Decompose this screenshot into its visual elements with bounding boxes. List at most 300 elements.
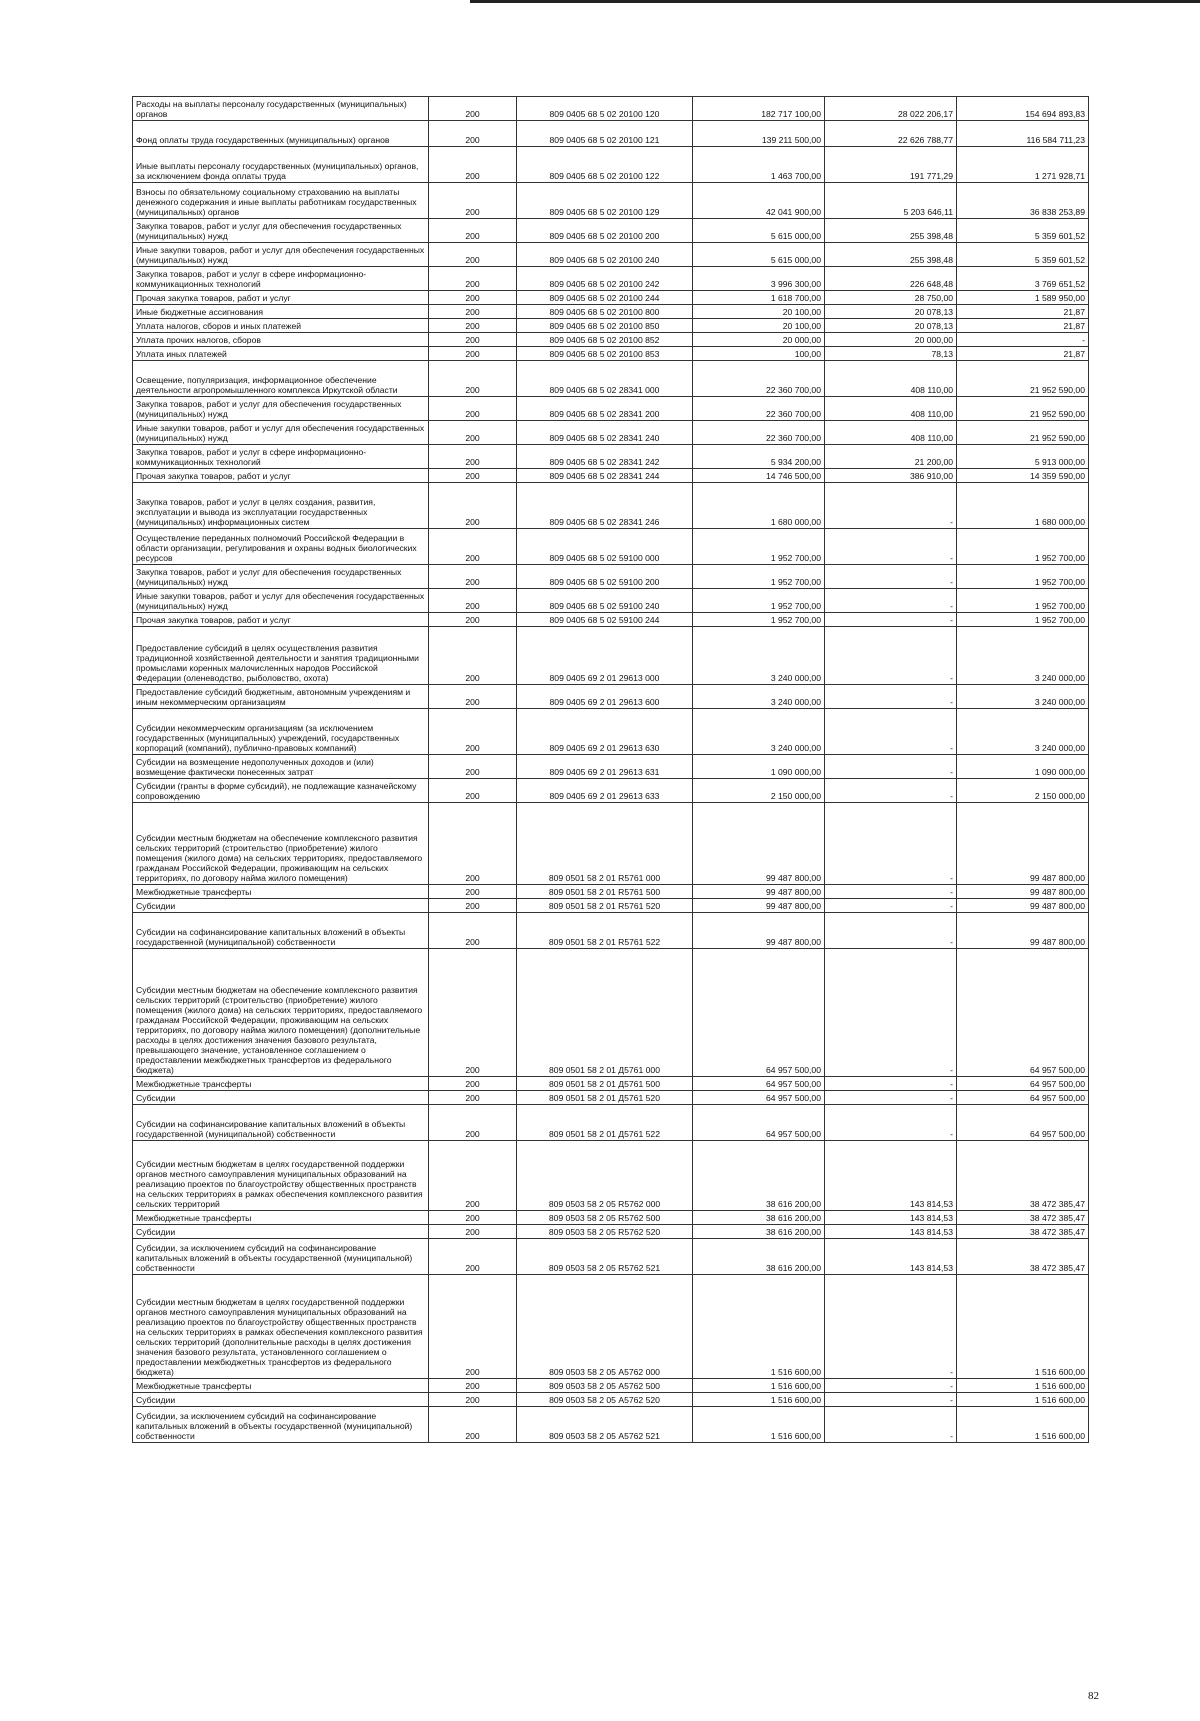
row-approved-cell: 1 618 700,00	[693, 291, 825, 305]
table-row	[133, 709, 1089, 755]
row-approved-cell: 1 463 700,00	[693, 147, 825, 183]
row-kbk-cell: 809 0501 58 2 01 Д5761 520	[517, 1091, 693, 1105]
row-remaining-cell: 38 472 385,47	[957, 1141, 1089, 1211]
row-name-cell: Закупка товаров, работ и услуг для обеспечения государственных (муниципальных) нужд	[133, 397, 429, 421]
row-remaining-cell: 99 487 800,00	[957, 803, 1089, 885]
row-code-cell: 200	[429, 483, 517, 529]
row-name-cell: Прочая закупка товаров, работ и услуг	[133, 291, 429, 305]
table-row	[133, 347, 1089, 361]
row-remaining-cell: 1 952 700,00	[957, 589, 1089, 613]
row-name-cell: Закупка товаров, работ и услуг в целях создания, развития, эксплуатации и вывода из эксплуатации государственных (муниципальных) информационных систем	[133, 483, 429, 529]
row-remaining-cell: 14 359 590,00	[957, 469, 1089, 483]
row-remaining-cell: 21,87	[957, 347, 1089, 361]
row-code-cell: 200	[429, 361, 517, 397]
row-executed-cell: 143 814,53	[825, 1225, 957, 1239]
row-approved-cell: 64 957 500,00	[693, 1077, 825, 1091]
table-row	[133, 1077, 1089, 1091]
row-kbk-cell: 809 0501 58 2 01 Д5761 500	[517, 1077, 693, 1091]
row-name-cell: Межбюджетные трансферты	[133, 885, 429, 899]
row-executed-cell: 386 910,00	[825, 469, 957, 483]
row-approved-cell: 20 000,00	[693, 333, 825, 347]
row-approved-cell: 3 240 000,00	[693, 627, 825, 685]
row-name-cell: Предоставление субсидий бюджетным, автономным учреждениям и иным некоммерческим организациям	[133, 685, 429, 709]
table-row	[133, 1275, 1089, 1379]
row-kbk-cell: 809 0501 58 2 01 Д5761 522	[517, 1105, 693, 1141]
row-code-cell: 200	[429, 1275, 517, 1379]
row-remaining-cell: 3 240 000,00	[957, 709, 1089, 755]
row-code-cell: 200	[429, 319, 517, 333]
row-remaining-cell: 1 516 600,00	[957, 1407, 1089, 1443]
row-code-cell: 200	[429, 121, 517, 147]
row-kbk-cell: 809 0501 58 2 01 R5761 522	[517, 913, 693, 949]
row-name-cell: Закупка товаров, работ и услуг в сфере информационно-коммуникационных технологий	[133, 445, 429, 469]
table-row	[133, 1393, 1089, 1407]
row-code-cell: 200	[429, 1077, 517, 1091]
row-remaining-cell: 21 952 590,00	[957, 397, 1089, 421]
row-name-cell: Фонд оплаты труда государственных (муниципальных) органов	[133, 121, 429, 147]
table-row	[133, 243, 1089, 267]
row-name-cell: Закупка товаров, работ и услуг для обеспечения государственных (муниципальных) нужд	[133, 565, 429, 589]
row-code-cell: 200	[429, 397, 517, 421]
row-approved-cell: 1 952 700,00	[693, 565, 825, 589]
row-kbk-cell: 809 0405 68 5 02 20100 121	[517, 121, 693, 147]
row-remaining-cell: 38 472 385,47	[957, 1225, 1089, 1239]
row-name-cell: Межбюджетные трансферты	[133, 1077, 429, 1091]
row-executed-cell: 143 814,53	[825, 1239, 957, 1275]
row-remaining-cell: 1 090 000,00	[957, 755, 1089, 779]
table-row	[133, 361, 1089, 397]
table-row	[133, 397, 1089, 421]
row-executed-cell: -	[825, 1091, 957, 1105]
row-code-cell: 200	[429, 1225, 517, 1239]
row-remaining-cell: 3 240 000,00	[957, 685, 1089, 709]
row-kbk-cell: 809 0503 58 2 05 R5762 000	[517, 1141, 693, 1211]
table-row	[133, 483, 1089, 529]
row-approved-cell: 22 360 700,00	[693, 421, 825, 445]
row-name-cell: Субсидии	[133, 1225, 429, 1239]
row-kbk-cell: 809 0405 68 5 02 20100 122	[517, 147, 693, 183]
row-name-cell: Субсидии (гранты в форме субсидий), не подлежащие казначейскому сопровождению	[133, 779, 429, 803]
row-kbk-cell: 809 0405 68 5 02 28341 242	[517, 445, 693, 469]
row-remaining-cell: 38 472 385,47	[957, 1211, 1089, 1225]
row-name-cell: Иные бюджетные ассигнования	[133, 305, 429, 319]
row-name-cell: Субсидии	[133, 1091, 429, 1105]
row-executed-cell: -	[825, 529, 957, 565]
row-name-cell: Субсидии, за исключением субсидий на софинансирование капитальных вложений в объекты государственной (муниципальной) собственности	[133, 1239, 429, 1275]
table-row	[133, 627, 1089, 685]
row-kbk-cell: 809 0405 68 5 02 59100 244	[517, 613, 693, 627]
row-approved-cell: 99 487 800,00	[693, 913, 825, 949]
row-executed-cell: -	[825, 899, 957, 913]
row-kbk-cell: 809 0405 68 5 02 20100 120	[517, 97, 693, 121]
row-executed-cell: -	[825, 949, 957, 1077]
row-executed-cell: -	[825, 1393, 957, 1407]
row-name-cell: Взносы по обязательному социальному страхованию на выплаты денежного содержания и иные выплаты работникам государственных (муниципальных) органов	[133, 183, 429, 219]
row-code-cell: 200	[429, 779, 517, 803]
row-kbk-cell: 809 0405 68 5 02 28341 000	[517, 361, 693, 397]
row-remaining-cell: 2 150 000,00	[957, 779, 1089, 803]
table-row	[133, 899, 1089, 913]
table-row	[133, 147, 1089, 183]
row-executed-cell: 28 750,00	[825, 291, 957, 305]
row-code-cell: 200	[429, 1393, 517, 1407]
row-code-cell: 200	[429, 613, 517, 627]
row-executed-cell: -	[825, 627, 957, 685]
table-row	[133, 445, 1089, 469]
row-name-cell: Уплата налогов, сборов и иных платежей	[133, 319, 429, 333]
table-row	[133, 333, 1089, 347]
row-approved-cell: 14 746 500,00	[693, 469, 825, 483]
page-number: 82	[1088, 1690, 1099, 1702]
row-executed-cell: -	[825, 565, 957, 589]
row-name-cell: Освещение, популяризация, информационное обеспечение деятельности агропромышленного комплекса Иркутской области	[133, 361, 429, 397]
row-approved-cell: 3 240 000,00	[693, 685, 825, 709]
table-row	[133, 1141, 1089, 1211]
row-name-cell: Иные закупки товаров, работ и услуг для обеспечения государственных (муниципальных) нужд	[133, 421, 429, 445]
row-name-cell: Субсидии на софинансирование капитальных вложений в объекты государственной (муниципальной) собственности	[133, 913, 429, 949]
row-approved-cell: 1 952 700,00	[693, 529, 825, 565]
row-name-cell: Межбюджетные трансферты	[133, 1379, 429, 1393]
row-remaining-cell: 1 516 600,00	[957, 1393, 1089, 1407]
row-remaining-cell: 21,87	[957, 319, 1089, 333]
row-executed-cell: 255 398,48	[825, 219, 957, 243]
row-kbk-cell: 809 0503 58 2 05 А5762 520	[517, 1393, 693, 1407]
row-approved-cell: 1 516 600,00	[693, 1275, 825, 1379]
row-kbk-cell: 809 0405 69 2 01 29613 630	[517, 709, 693, 755]
row-remaining-cell: 5 913 000,00	[957, 445, 1089, 469]
row-approved-cell: 1 680 000,00	[693, 483, 825, 529]
row-code-cell: 200	[429, 949, 517, 1077]
row-executed-cell: 20 078,13	[825, 305, 957, 319]
budget-table-body	[133, 97, 1089, 1443]
row-remaining-cell: 1 516 600,00	[957, 1275, 1089, 1379]
row-approved-cell: 99 487 800,00	[693, 899, 825, 913]
row-approved-cell: 38 616 200,00	[693, 1141, 825, 1211]
row-approved-cell: 5 934 200,00	[693, 445, 825, 469]
row-name-cell: Субсидии местным бюджетам в целях государственной поддержки органов местного самоуправления муниципальных образований на реализацию проектов по благоустройству общественных пространств на сельских территориях в рамках обеспечения комплексного развития сельских территорий (дополнительные расходы в целях достижения значения базового результата, установленного соглашением о предоставлении межбюджетных трансфертов из федерального бюджета)	[133, 1275, 429, 1379]
row-name-cell: Предоставление субсидий в целях осуществления развития традиционной хозяйственной деятельности и занятия традиционными промыслами коренных малочисленных народов Российской Федерации (оленеводство, рыболовство, охота)	[133, 627, 429, 685]
row-approved-cell: 182 717 100,00	[693, 97, 825, 121]
table-row	[133, 219, 1089, 243]
row-code-cell: 200	[429, 267, 517, 291]
row-code-cell: 200	[429, 469, 517, 483]
table-row	[133, 97, 1089, 121]
row-executed-cell: -	[825, 803, 957, 885]
row-code-cell: 200	[429, 627, 517, 685]
row-code-cell: 200	[429, 219, 517, 243]
row-executed-cell: -	[825, 709, 957, 755]
row-executed-cell: -	[825, 913, 957, 949]
row-kbk-cell: 809 0405 69 2 01 29613 633	[517, 779, 693, 803]
budget-sheet	[132, 96, 1088, 1443]
row-approved-cell: 99 487 800,00	[693, 803, 825, 885]
row-remaining-cell: 64 957 500,00	[957, 1091, 1089, 1105]
table-row	[133, 685, 1089, 709]
row-approved-cell: 100,00	[693, 347, 825, 361]
row-name-cell: Межбюджетные трансферты	[133, 1211, 429, 1225]
row-code-cell: 200	[429, 1239, 517, 1275]
row-executed-cell: 20 000,00	[825, 333, 957, 347]
row-code-cell: 200	[429, 243, 517, 267]
row-executed-cell: 21 200,00	[825, 445, 957, 469]
table-row	[133, 613, 1089, 627]
row-kbk-cell: 809 0405 68 5 02 20100 200	[517, 219, 693, 243]
table-row	[133, 1239, 1089, 1275]
row-approved-cell: 38 616 200,00	[693, 1225, 825, 1239]
row-kbk-cell: 809 0501 58 2 01 R5761 500	[517, 885, 693, 899]
row-executed-cell: -	[825, 779, 957, 803]
row-approved-cell: 3 240 000,00	[693, 709, 825, 755]
row-executed-cell: -	[825, 1407, 957, 1443]
row-approved-cell: 5 615 000,00	[693, 243, 825, 267]
row-code-cell: 200	[429, 291, 517, 305]
row-executed-cell: 78,13	[825, 347, 957, 361]
row-remaining-cell: 1 271 928,71	[957, 147, 1089, 183]
row-approved-cell: 1 516 600,00	[693, 1393, 825, 1407]
row-name-cell: Субсидии	[133, 899, 429, 913]
row-kbk-cell: 809 0405 68 5 02 20100 242	[517, 267, 693, 291]
row-remaining-cell: 64 957 500,00	[957, 1105, 1089, 1141]
row-code-cell: 200	[429, 183, 517, 219]
row-remaining-cell: 36 838 253,89	[957, 183, 1089, 219]
row-approved-cell: 64 957 500,00	[693, 1105, 825, 1141]
row-approved-cell: 64 957 500,00	[693, 1091, 825, 1105]
row-name-cell: Субсидии	[133, 1393, 429, 1407]
row-executed-cell: -	[825, 755, 957, 779]
row-executed-cell: 255 398,48	[825, 243, 957, 267]
row-executed-cell: -	[825, 1105, 957, 1141]
row-remaining-cell: 21,87	[957, 305, 1089, 319]
row-code-cell: 200	[429, 347, 517, 361]
table-row	[133, 183, 1089, 219]
row-approved-cell: 1 516 600,00	[693, 1407, 825, 1443]
table-row	[133, 885, 1089, 899]
row-code-cell: 200	[429, 1105, 517, 1141]
row-code-cell: 200	[429, 1141, 517, 1211]
row-kbk-cell: 809 0405 68 5 02 59100 200	[517, 565, 693, 589]
row-name-cell: Иные закупки товаров, работ и услуг для обеспечения государственных (муниципальных) нужд	[133, 589, 429, 613]
row-remaining-cell: 99 487 800,00	[957, 899, 1089, 913]
table-row	[133, 1225, 1089, 1239]
row-kbk-cell: 809 0405 68 5 02 20100 852	[517, 333, 693, 347]
row-code-cell: 200	[429, 755, 517, 779]
row-remaining-cell: 5 359 601,52	[957, 219, 1089, 243]
table-row	[133, 1407, 1089, 1443]
row-name-cell: Субсидии некоммерческим организациям (за исключением государственных (муниципальных) учреждений, государственных корпораций (компаний), публично-правовых компаний)	[133, 709, 429, 755]
row-remaining-cell: 1 680 000,00	[957, 483, 1089, 529]
row-code-cell: 200	[429, 333, 517, 347]
row-executed-cell: -	[825, 1275, 957, 1379]
row-code-cell: 200	[429, 1407, 517, 1443]
row-executed-cell: 28 022 206,17	[825, 97, 957, 121]
row-approved-cell: 1 952 700,00	[693, 613, 825, 627]
row-code-cell: 200	[429, 421, 517, 445]
row-approved-cell: 38 616 200,00	[693, 1239, 825, 1275]
row-kbk-cell: 809 0405 68 5 02 20100 244	[517, 291, 693, 305]
row-approved-cell: 1 516 600,00	[693, 1379, 825, 1393]
row-code-cell: 200	[429, 913, 517, 949]
row-executed-cell: 408 110,00	[825, 421, 957, 445]
table-row	[133, 1211, 1089, 1225]
table-row	[133, 1379, 1089, 1393]
row-remaining-cell: 1 589 950,00	[957, 291, 1089, 305]
table-row	[133, 779, 1089, 803]
row-executed-cell: -	[825, 589, 957, 613]
row-remaining-cell: 99 487 800,00	[957, 913, 1089, 949]
row-approved-cell: 20 100,00	[693, 305, 825, 319]
row-name-cell: Иные закупки товаров, работ и услуг для обеспечения государственных (муниципальных) нужд	[133, 243, 429, 267]
row-name-cell: Субсидии на возмещение недополученных доходов и (или) возмещение фактически понесенных затрат	[133, 755, 429, 779]
row-name-cell: Осуществление переданных полномочий Российской Федерации в области организации, регулирования и охраны водных биологических ресурсов	[133, 529, 429, 565]
row-kbk-cell: 809 0503 58 2 05 А5762 500	[517, 1379, 693, 1393]
table-row	[133, 421, 1089, 445]
row-remaining-cell: 99 487 800,00	[957, 885, 1089, 899]
row-code-cell: 200	[429, 97, 517, 121]
row-executed-cell: 226 648,48	[825, 267, 957, 291]
row-executed-cell: 22 626 788,77	[825, 121, 957, 147]
row-kbk-cell: 809 0405 69 2 01 29613 000	[517, 627, 693, 685]
row-executed-cell: 20 078,13	[825, 319, 957, 333]
row-executed-cell: -	[825, 885, 957, 899]
row-approved-cell: 1 952 700,00	[693, 589, 825, 613]
table-row	[133, 755, 1089, 779]
row-code-cell: 200	[429, 1379, 517, 1393]
row-executed-cell: -	[825, 685, 957, 709]
row-name-cell: Закупка товаров, работ и услуг в сфере информационно-коммуникационных технологий	[133, 267, 429, 291]
row-approved-cell: 1 090 000,00	[693, 755, 825, 779]
table-row	[133, 319, 1089, 333]
row-approved-cell: 22 360 700,00	[693, 361, 825, 397]
row-name-cell: Закупка товаров, работ и услуг для обеспечения государственных (муниципальных) нужд	[133, 219, 429, 243]
row-remaining-cell: 1 516 600,00	[957, 1379, 1089, 1393]
row-name-cell: Субсидии на софинансирование капитальных вложений в объекты государственной (муниципальной) собственности	[133, 1105, 429, 1141]
row-remaining-cell: 21 952 590,00	[957, 361, 1089, 397]
row-remaining-cell: 154 694 893,83	[957, 97, 1089, 121]
table-row	[133, 949, 1089, 1077]
row-code-cell: 200	[429, 589, 517, 613]
row-approved-cell: 5 615 000,00	[693, 219, 825, 243]
table-row	[133, 589, 1089, 613]
row-kbk-cell: 809 0405 68 5 02 28341 244	[517, 469, 693, 483]
row-approved-cell: 2 150 000,00	[693, 779, 825, 803]
row-kbk-cell: 809 0405 68 5 02 28341 240	[517, 421, 693, 445]
row-approved-cell: 64 957 500,00	[693, 949, 825, 1077]
row-name-cell: Субсидии местным бюджетам на обеспечение комплексного развития сельских территорий (строительство (приобретение) жилого помещения (жилого дома) на сельских территориях, предоставляемого гражданам Российской Федерации, проживающим на сельских территориях, по договору найма жилого помещения)	[133, 803, 429, 885]
table-row	[133, 913, 1089, 949]
row-code-cell: 200	[429, 899, 517, 913]
row-name-cell: Субсидии, за исключением субсидий на софинансирование капитальных вложений в объекты государственной (муниципальной) собственности	[133, 1407, 429, 1443]
row-name-cell: Иные выплаты персоналу государственных (муниципальных) органов, за исключением фонда оплаты труда	[133, 147, 429, 183]
table-row	[133, 267, 1089, 291]
budget-table	[132, 96, 1089, 1443]
row-kbk-cell: 809 0405 68 5 02 20100 850	[517, 319, 693, 333]
row-executed-cell: 143 814,53	[825, 1211, 957, 1225]
row-code-cell: 200	[429, 685, 517, 709]
row-name-cell: Расходы на выплаты персоналу государственных (муниципальных) органов	[133, 97, 429, 121]
row-code-cell: 200	[429, 709, 517, 755]
row-approved-cell: 38 616 200,00	[693, 1211, 825, 1225]
row-remaining-cell: 1 952 700,00	[957, 529, 1089, 565]
row-executed-cell: -	[825, 613, 957, 627]
row-code-cell: 200	[429, 147, 517, 183]
row-remaining-cell: 64 957 500,00	[957, 1077, 1089, 1091]
row-name-cell: Субсидии местным бюджетам на обеспечение комплексного развития сельских территорий (строительство (приобретение) жилого помещения (жилого дома) на сельских территориях, предоставляемого гражданам Российской Федерации, проживающим на сельских территориях, по договору найма жилого помещения) (дополнительные расходы в целях достижения значения базового результата, превышающего значение, установленное соглашением о предоставлении межбюджетных трансфертов из федерального бюджета)	[133, 949, 429, 1077]
row-kbk-cell: 809 0405 68 5 02 59100 240	[517, 589, 693, 613]
row-code-cell: 200	[429, 445, 517, 469]
row-remaining-cell: -	[957, 333, 1089, 347]
row-kbk-cell: 809 0503 58 2 05 R5762 500	[517, 1211, 693, 1225]
row-code-cell: 200	[429, 1091, 517, 1105]
row-remaining-cell: 1 952 700,00	[957, 565, 1089, 589]
row-remaining-cell: 3 240 000,00	[957, 627, 1089, 685]
row-code-cell: 200	[429, 529, 517, 565]
row-executed-cell: 143 814,53	[825, 1141, 957, 1211]
row-code-cell: 200	[429, 885, 517, 899]
row-kbk-cell: 809 0503 58 2 05 R5762 520	[517, 1225, 693, 1239]
row-remaining-cell: 21 952 590,00	[957, 421, 1089, 445]
row-executed-cell: 408 110,00	[825, 361, 957, 397]
row-kbk-cell: 809 0503 58 2 05 А5762 521	[517, 1407, 693, 1443]
row-kbk-cell: 809 0405 68 5 02 20100 853	[517, 347, 693, 361]
row-code-cell: 200	[429, 1211, 517, 1225]
row-name-cell: Уплата прочих налогов, сборов	[133, 333, 429, 347]
row-approved-cell: 42 041 900,00	[693, 183, 825, 219]
table-row	[133, 291, 1089, 305]
table-row	[133, 1105, 1089, 1141]
row-kbk-cell: 809 0405 68 5 02 20100 240	[517, 243, 693, 267]
table-row	[133, 469, 1089, 483]
row-approved-cell: 20 100,00	[693, 319, 825, 333]
table-row	[133, 121, 1089, 147]
row-code-cell: 200	[429, 565, 517, 589]
row-approved-cell: 22 360 700,00	[693, 397, 825, 421]
top-rule	[470, 0, 1200, 3]
table-row	[133, 1091, 1089, 1105]
row-kbk-cell: 809 0405 68 5 02 28341 200	[517, 397, 693, 421]
row-name-cell: Прочая закупка товаров, работ и услуг	[133, 469, 429, 483]
row-approved-cell: 99 487 800,00	[693, 885, 825, 899]
row-approved-cell: 139 211 500,00	[693, 121, 825, 147]
row-kbk-cell: 809 0501 58 2 01 Д5761 000	[517, 949, 693, 1077]
row-kbk-cell: 809 0501 58 2 01 R5761 520	[517, 899, 693, 913]
row-kbk-cell: 809 0405 68 5 02 20100 129	[517, 183, 693, 219]
row-kbk-cell: 809 0405 68 5 02 28341 246	[517, 483, 693, 529]
row-kbk-cell: 809 0503 58 2 05 R5762 521	[517, 1239, 693, 1275]
row-name-cell: Уплата иных платежей	[133, 347, 429, 361]
row-executed-cell: 408 110,00	[825, 397, 957, 421]
row-kbk-cell: 809 0405 68 5 02 59100 000	[517, 529, 693, 565]
row-executed-cell: -	[825, 483, 957, 529]
row-remaining-cell: 116 584 711,23	[957, 121, 1089, 147]
table-row	[133, 803, 1089, 885]
row-code-cell: 200	[429, 803, 517, 885]
row-kbk-cell: 809 0503 58 2 05 А5762 000	[517, 1275, 693, 1379]
row-kbk-cell: 809 0405 69 2 01 29613 600	[517, 685, 693, 709]
table-row	[133, 565, 1089, 589]
row-executed-cell: 191 771,29	[825, 147, 957, 183]
row-approved-cell: 3 996 300,00	[693, 267, 825, 291]
row-name-cell: Субсидии местным бюджетам в целях государственной поддержки органов местного самоуправления муниципальных образований на реализацию проектов по благоустройству общественных пространств на сельских территориях в рамках обеспечения комплексного развития сельских территорий	[133, 1141, 429, 1211]
row-kbk-cell: 809 0501 58 2 01 R5761 000	[517, 803, 693, 885]
row-executed-cell: -	[825, 1077, 957, 1091]
row-remaining-cell: 64 957 500,00	[957, 949, 1089, 1077]
table-row	[133, 529, 1089, 565]
row-remaining-cell: 38 472 385,47	[957, 1239, 1089, 1275]
table-row	[133, 305, 1089, 319]
row-name-cell: Прочая закупка товаров, работ и услуг	[133, 613, 429, 627]
row-executed-cell: -	[825, 1379, 957, 1393]
row-remaining-cell: 1 952 700,00	[957, 613, 1089, 627]
